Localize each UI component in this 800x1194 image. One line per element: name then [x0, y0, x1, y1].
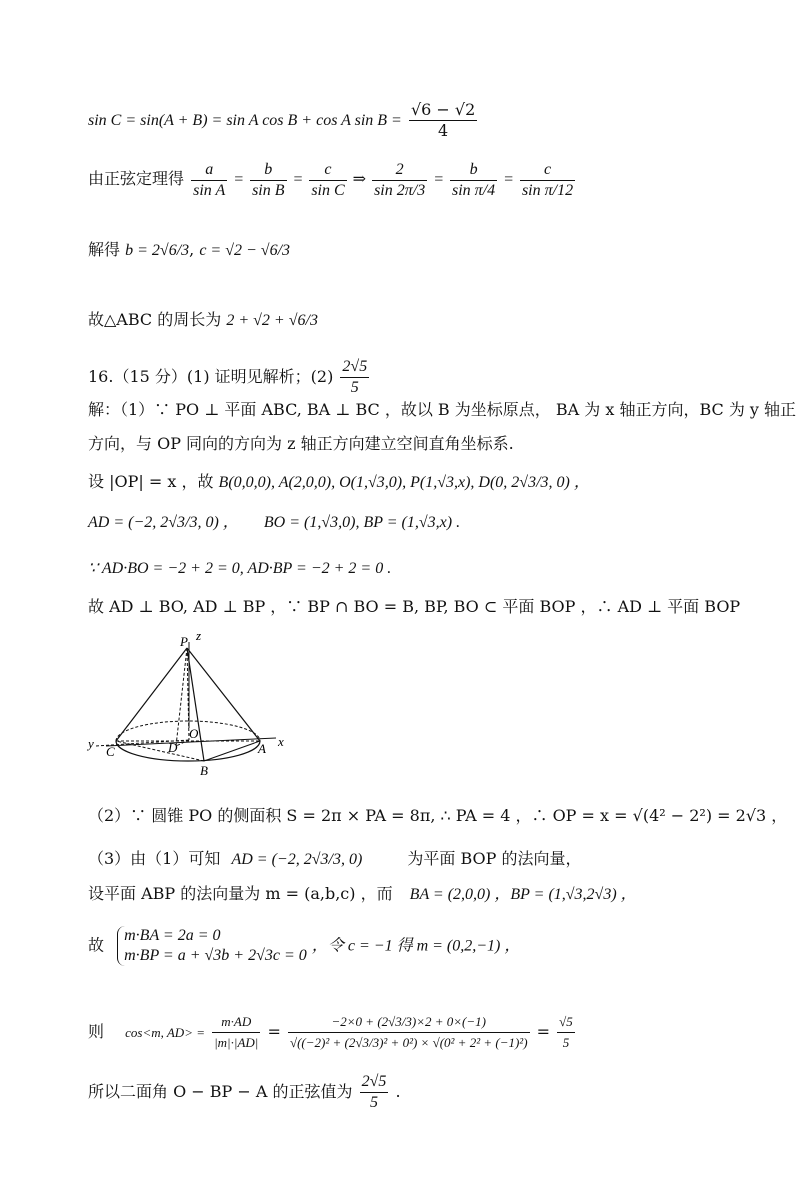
then: 则 — [88, 1022, 105, 1041]
cos-result-num: √5 — [557, 1012, 575, 1033]
cos-line: 则 cos<m, AD> = $\frac{m\cdot AD}{|m|\cdot|AD|}$ = $\frac{-2\times 0 + (2√3/3)\times 2 + 0\times(-1)}{\text{√((−2)² + (2√3/3)² + 0²) × √(0² + 2² + (−1)²)}}$ = $\frac{√5}{5}$ — [88, 1012, 577, 1053]
label-x: x — [278, 734, 284, 749]
q16-heading — [88, 357, 371, 398]
ba-vec: BA = (2,0,0) ，BP = (1,√3,2√3) ， — [409, 886, 637, 903]
perimeter-line — [88, 310, 318, 331]
part2-line — [88, 806, 787, 826]
sinC-formula: sin C = sin(A + B) = sin A cos B + cos A sin B = — [88, 112, 402, 129]
edge-BC — [116, 741, 204, 761]
final-den: 5 — [370, 1094, 379, 1111]
label-P: P — [180, 634, 188, 649]
cos-mid-num: m·AD — [212, 1012, 260, 1033]
law-sine-eq: $\frac{a}{\text{sin A}}$ = $\frac{b}{\text{sin B}}$ = $\frac{c}{\text{sin C}}$ ⇒ $\frac{2}{\sin 2\pi/3}$ = $\frac{b}{\text{sin π/4}}$ = $\frac{c}{\text{sin π/12}}$ — [193, 161, 574, 199]
sinC-num: √6 − √2 — [410, 100, 476, 119]
cone-side-left — [116, 648, 187, 741]
perimeter-prefix: 故△ABC 的周长为 — [88, 310, 222, 329]
coords: B(0,0,0), A(2,0,0), O(1,√3,0), P(1,√3,x), D(0, 2√3/3, 0) ， — [218, 474, 590, 491]
final-answer — [360, 1072, 389, 1113]
perp-conclusion-line — [88, 597, 740, 617]
perimeter-value: 2 + √2 + √6/3 — [226, 312, 318, 329]
sol-intro — [88, 400, 796, 420]
sys-eq2: m·BP = a + √3b + 2√3c = 0 — [124, 947, 307, 964]
vectors-line — [88, 512, 460, 533]
base-front — [116, 741, 260, 761]
label-B: B — [200, 763, 208, 778]
sinC-fraction — [409, 100, 477, 141]
axis-text-1: BA 为 x 轴正方向，BC 为 y 轴正 — [555, 400, 797, 419]
cos-mid — [212, 1012, 260, 1053]
coords-line — [88, 472, 590, 493]
dot-products-line — [88, 558, 391, 579]
system-line — [88, 926, 520, 966]
cos-fraction — [288, 1012, 530, 1053]
axis-text-2: 方向，与 OP 同向的方向为 z 轴正方向建立空间直角坐标系. — [88, 434, 514, 453]
vec-bo-bp: BO = (1,√3,0), BP = (1,√3,x) . — [263, 514, 461, 531]
normal-set: 设平面 ABP 的法向量为 m = (a,b,c) ，而 — [88, 884, 393, 903]
q16-answer-num: 2√5 — [340, 357, 369, 378]
sinC-line — [88, 100, 479, 141]
law-of-sines-line — [88, 160, 577, 201]
final-num: 2√5 — [360, 1072, 389, 1093]
cos-lhs: cos<m, AD> = — [125, 1025, 205, 1040]
part3-suffix: 为平面 BOP 的法向量， — [407, 849, 582, 868]
sinC-den: 4 — [438, 121, 449, 140]
label-z: z — [196, 628, 202, 643]
therefore: 故 — [88, 935, 105, 955]
label-O: O — [189, 726, 199, 741]
final-line: 所以二面角 O − BP − A 的正弦值为 $\frac{2√5}{5}$ . — [88, 1073, 401, 1111]
cos-mid-den: |m|·|AD| — [214, 1035, 259, 1050]
part3-prefix: （3）由（1）可知 — [88, 849, 221, 868]
label-C: C — [106, 744, 115, 759]
label-D: D — [168, 740, 178, 755]
solve-prefix: 解得 — [88, 240, 121, 259]
label-A: A — [258, 741, 266, 756]
sol-intro-text: 解：（1）∵ PO ⊥ 平面 ABC, BA ⊥ BC ，故以 B 为坐标原点， — [88, 400, 551, 419]
part3-vec: AD = (−2, 2√3/3, 0) — [231, 851, 363, 868]
part3-line — [88, 849, 582, 870]
q16-answer-den: 5 — [350, 379, 359, 396]
base-back — [116, 721, 260, 741]
edge-PD — [176, 648, 187, 746]
vec-ad: AD = (−2, 2√3/3, 0) ， — [88, 514, 239, 531]
solve-line: 解得 b = 2√6/3, c = √2 − √6/3 — [88, 240, 291, 259]
cone-diagram — [86, 628, 296, 778]
q16-answer — [340, 357, 369, 398]
cos-result — [557, 1012, 575, 1053]
cos-result-den: 5 — [562, 1035, 570, 1050]
sys-eq1: m·BA = 2a = 0 — [124, 927, 221, 944]
final-prefix: 所以二面角 O − BP − A 的正弦值为 — [88, 1082, 353, 1101]
set-op: 设 |OP| = x ，故 — [88, 472, 214, 491]
perp-conclusion: 故 AD ⊥ BO, AD ⊥ BP ，∵ BP ∩ BO = B, BP, BO ⊂ 平面 BOP ，∴ AD ⊥ 平面 BOP — [88, 597, 741, 616]
cos-den: √((−2)² + (2√3/3)² + 0²) × √(0² + 2² + (−1)²) — [289, 1035, 528, 1050]
cos-num: −2×0 + (2√3/3)×2 + 0×(−1) — [288, 1012, 530, 1033]
axis-line-2 — [88, 434, 514, 454]
label-y: y — [88, 736, 94, 751]
dot-products: ∵ AD·BO = −2 + 2 = 0, AD·BP = −2 + 2 = 0 . — [88, 560, 392, 577]
c-value: c = √2 − √6/3 — [199, 242, 291, 259]
let-c: ，令 c = −1 得 m = (0,2,−1) ， — [311, 937, 521, 955]
normal-line — [88, 884, 637, 905]
part2-text: （2）∵ 圆锥 PO 的侧面积 S = 2π × PA = 8π, ∴ PA = 4 ，∴ OP = x = √(4² − 2²) = 2√3 ， — [88, 806, 788, 825]
law-sine-prefix: 由正弦定理得 — [88, 169, 185, 189]
q16-heading-text: 16.（15 分）(1) 证明见解析；(2) — [88, 367, 334, 386]
edge-PB — [187, 648, 204, 761]
equation-system — [117, 926, 307, 966]
b-value: b = 2√6/3 — [125, 242, 190, 259]
